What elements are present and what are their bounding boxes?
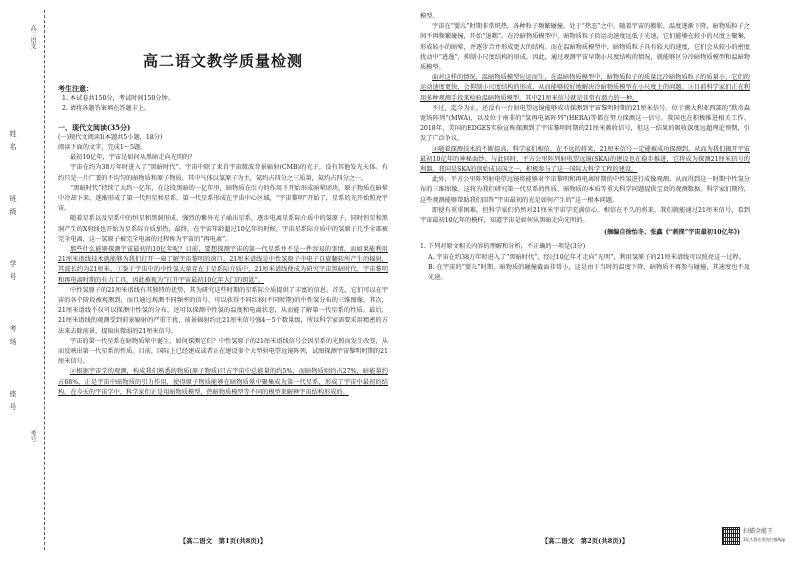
page-footer: 【高二语文 第2页(共8页)】: [541, 536, 629, 545]
article-paragraph: 宇宙在约为38万年时进入了“黑暗时代”。宇宙中除了来自宇宙微波背景辐射(CMB)的光子，没有其他发光天体。有约只是一片广袤的不均匀的暗物质和原子物质，其中气体以氢原子为主，氦约占四分之三质量，氦约占四分之一。: [58, 164, 388, 182]
margin-label-class: 班级: [9, 195, 17, 221]
watermark-brand: 扫描全能王: [743, 528, 774, 535]
page-2: [420, 12, 750, 552]
scanner-watermark: [722, 527, 792, 545]
margin-label-student-id: 学号: [9, 260, 17, 286]
article-paragraph: 中性氢原子的21厘米谱线有其独特的优势，其为研究这些时期的星系际介质提供了丰富的信息。首先，它们可以在宇宙的各个阶段被观测到，而且通过观测不同频率的信号，可以获得不同红移(不同时期)的中性氢分布的三维图像。其次，21厘米谱线不仅可以探测中性氢的分布，还可以探测中性氢的温度和电离状态，从而能了解第一代星系的性质。最后，21厘米谱线的观测受到前景辐射的严重干扰，前景辐射约比21厘米信号强4～5个数量级，所以科学家需要采用精密的方法来去除前景，提取出微弱的21厘米信号。: [58, 286, 388, 335]
article-paragraph: 即使有重重困难，但科学家们仍然对21厘米宇宙学充满信心。相信在不久的将来，我们就能通过21厘米信号，看到宇宙最初10亿年的模样，知道宇宙是如何从黑暗走向光明的。: [420, 206, 750, 225]
article-paragraph: ②根据宇宙学的观测，构成我们熟悉的物质(原子物质)只占宇宙中总能量的约5%，而暗物质则约占27%，暗能量约占68%，正是宇宙中暗物质的引力作用，使得原子物质能够在暗物质晕中聚集成为第一代星系，形成了宇宙中最初的结构。在今天的宇宙学中，科学家们正是用暗物质模型、热暗物质模型等不同的模型来解释宇宙结构形成的。: [58, 368, 388, 396]
margin-corner-exam-number: 考号: [29, 430, 36, 442]
section-heading: 一、现代文阅读(35分): [58, 122, 131, 132]
watermark-tagline: 3亿人都在用的扫描App: [743, 537, 786, 542]
article-paragraph: ④随着探测技术的不断提高，科学家们相信，在不远的将来，21厘米信号一定能被成功探测到，从而为我们揭开宇宙最初10亿年的神秘面纱。与此同时，平方公里阵列射电望远镜(SKA)的建设也在稳步推进，它将成为探测21厘米信号的利器。我国是SKA的创始成员国之一，积极参与了这一国际大科学工程的建设。: [420, 145, 750, 174]
seal-line-divider: [44, 10, 46, 550]
article-paragraph: 宇宙的第一代星系在暗物质晕中诞生，如何探测它们？中性氢原子的21厘米谱线信号会因星系的光照而发生改变，从而反映出第一代星系的性质。目前，国际上已经建成或者正在建设多个大型射电望远镜阵列，试图探测宇宙黎明时期的21厘米信号。: [58, 337, 388, 366]
page-1: [58, 12, 388, 552]
notice-heading: 考生注意：: [58, 84, 93, 93]
article-citation: (摘编自徐怡冬、张鑫《“刺探”宇宙最初10亿年》): [603, 229, 740, 237]
question-option: B. 在宇宙的“婴儿”时期，暗物质的碰撞截面非常小，这是由于当时的温度下降，暗物质不再参与碰撞，其速度也不及光速。: [428, 263, 750, 282]
watermark-text: [743, 528, 785, 544]
page-title: 高二语文教学质量检测: [142, 52, 303, 70]
subsection-heading: (一)现代文阅读Ⅰ(本题共5小题，18分): [58, 133, 163, 141]
reading-instruction: 阅读下面的文字，完成1～5题。: [58, 144, 147, 152]
article-paragraph: 面对这样的情况，温暗物质模型应运而生，在温暗物质模型中，暗物质粒子的质量比冷暗物质粒子的质量小，它们的运动速度更快，会抑制小尺度结构的形成，从而能够较好地解决冷暗物质模型在小尺度上的问题。③目前科学家们正在利用多种观测手段来检验温暗物质模型，其中21厘米信号就是非常有潜力的一种。: [420, 74, 750, 102]
qr-code-icon: [722, 527, 740, 545]
question-option: A. 宇宙在约38万年时进入了“黑暗时代”，经过10亿年才走向“光明”，利用氢原子的21厘米谱线可以照亮这一过程。: [428, 253, 745, 261]
binding-margin: [4, 25, 50, 450]
notice-item: 1. 本试卷共150分，考试时间150分钟。: [62, 95, 174, 103]
margin-label-exam-room: 考场: [9, 325, 17, 351]
notice-item: 2. 请将各题答案填在答题卡上。: [62, 105, 151, 113]
article-paragraph: 随着星系以及星系中的恒星和黑洞形成，强烈的紫外光子涌出星系，逐步电离星系际介质中的氢原子，同时恒星和黑洞产生的X射线也开始为星系际介质加热，最终，在宇宙年龄超过10亿年的时候，宇宙星系际介质中的氢原子几乎全部被完全电离，这一氢原子被完全电离的过程称为宇宙的“再电离”。: [58, 215, 388, 243]
article-paragraph: 不过，迄今为止，还没有一台射电望远镜能够成功探测到宇宙黎明时期的21厘米信号。位于澳大利亚西部的“默奇森宽场阵列”(MWA)，以及位于南非的“氢再电离阵列”(HERA)等都在努力探测这一信号。我国也在积极推进相关工作。2018年，美国的EDGES实验宣称探测到了宇宙黎明时期的21厘米吸收信号，但这一结果的吸收深度远超理论预期，引发了广泛争议。: [420, 104, 750, 143]
article-title: 最初10亿年，宇宙是如何从黑暗走向光明的？: [70, 154, 196, 162]
question-stem: 1. 下列对原文相关内容的理解和分析，不正确的一项是(3分): [420, 243, 586, 251]
margin-label-seat: 座号: [9, 390, 17, 416]
article-paragraph: 那些什么能够探测宇宙最初的10亿年呢？目前，要想探测宇宙的第一代星系并不是一件容易的事情，而如果能利用21厘米谱线技术就能够为我们打开一扇了解宇宙黎明的窗口。21厘米谱线是中性氢原子中电子自旋翻转所产生的辐射，其波长约为21厘米。①鉴于宇宙中的中性氢大量存在于星系际介质中，21厘米谱线便成为研究宇宙黑暗时代、宇宙黎明和再电离时期的有力工具，因此被视为“打开宇宙最初10亿年大门的钥匙”。: [58, 246, 388, 284]
article-paragraph: 模型。: [420, 13, 439, 20]
margin-corner-subject: 高二语文: [29, 25, 36, 49]
margin-label-name: 姓名: [9, 130, 17, 156]
article-paragraph: 宇宙在“婴儿”时期非常炽热，各种粒子频繁碰撞，处于“热态”之中。随着宇宙的膨胀，温度逐渐下降，暗物质粒子之间不再频繁碰撞，开始“退耦”。在冷暗物质模型中，暗物质粒子的运动速度远低于光速，它们能够在较小的尺度上聚集，形成较小的暗晕，并逐步合并形成更大的结构。而在温暗物质模型中，暗物质粒子具有较大的速度，它们会从较小的密度扰动中“逃逸”，抑制小尺度结构的形成。因此，通过观测宇宙早期小尺度结构的情况，就能够区分冷暗物质模型和温暗物质模型。: [420, 23, 750, 72]
article-paragraph: “黑暗时代”持续了大约一亿年，在这段黑暗的一亿年里，暗物质在引力的作用下开始形成暗晕团块，原子物质在暗晕中冷却下来，逐渐形成了第一代恒星和星系。第一代星系形成在宇宙中心区域，“宇宙黎明”开始了，星系的光开始照亮宇宙。: [58, 184, 388, 213]
article-paragraph: 此外，平方公里阵列射电望远镜将能够对宇宙黎明和再电离时期的中性氢进行成像观测，从而得到这一时期中性氢分布的三维图像。这将为我们研究第一代星系的性质、暗物质的本质等重大科学问题提供宝贵的观测数据。科学家们期待，这些观测能够帮助我们回答“宇宙最初的光是如何产生的”这一根本问题。: [420, 176, 750, 204]
page-footer: 【高二语文 第1页(共8页)】: [179, 536, 267, 545]
